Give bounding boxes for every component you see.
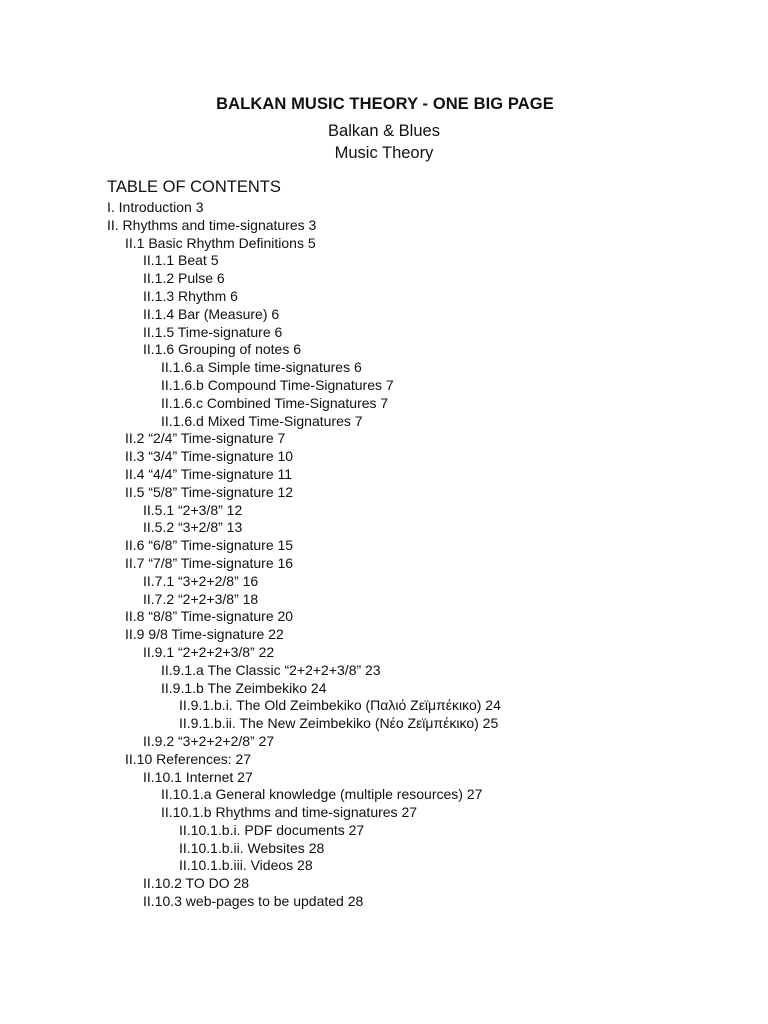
toc-entry[interactable]: II.5.1 “2+3/8” 12 — [143, 501, 243, 518]
subtitle-line-2: Music Theory — [334, 144, 434, 162]
toc-entry[interactable]: II.1.6.d Mixed Time-Signatures 7 — [161, 412, 363, 429]
toc-entry[interactable]: II.8 “8/8” Time-signature 20 — [125, 608, 294, 625]
toc-entry[interactable]: II.10.1.b.iii. Videos 28 — [179, 857, 313, 874]
toc-entry[interactable]: II.3 “3/4” Time-signature 10 — [125, 448, 294, 465]
toc-entry[interactable]: II.9.2 “3+2+2+2/8” 27 — [143, 732, 275, 749]
toc-entry[interactable]: II.7.2 “2+2+3/8” 18 — [143, 590, 259, 607]
toc-entry[interactable]: II.1.6.c Combined Time-Signatures 7 — [161, 394, 389, 411]
toc-entry[interactable]: II.9.1.b The Zeimbekiko 24 — [161, 679, 327, 696]
toc-entry[interactable]: II.1.1 Beat 5 — [143, 252, 219, 269]
toc-entry[interactable]: II.9.1 “2+2+2+3/8” 22 — [143, 643, 275, 660]
toc-entry[interactable]: II.1.6.a Simple time-signatures 6 — [161, 359, 362, 376]
toc-entry[interactable]: II.1 Basic Rhythm Definitions 5 — [125, 234, 316, 251]
toc-entry[interactable]: II.7 “7/8” Time-signature 16 — [125, 554, 294, 571]
toc-entry[interactable]: I. Introduction 3 — [107, 199, 204, 215]
toc-entry[interactable]: II.1.4 Bar (Measure) 6 — [143, 305, 280, 322]
toc-entry[interactable]: II.10.3 web-pages to be updated 28 — [143, 893, 364, 910]
toc-entry[interactable]: II.5 “5/8” Time-signature 12 — [125, 483, 294, 500]
toc-entry[interactable]: II.7.1 “3+2+2/8” 16 — [143, 572, 259, 589]
table-of-contents — [0, 199, 768, 911]
toc-heading: TABLE OF CONTENTS — [107, 178, 281, 196]
toc-entry[interactable]: II.10.1.b.i. PDF documents 27 — [179, 821, 365, 838]
toc-entry[interactable]: II.1.3 Rhythm 6 — [143, 287, 238, 304]
toc-entry[interactable]: II.1.6 Grouping of notes 6 — [143, 341, 301, 358]
toc-entry[interactable]: II.4 “4/4” Time-signature 11 — [125, 465, 293, 482]
toc-entry[interactable]: II.9 9/8 Time-signature 22 — [125, 626, 284, 643]
toc-entry[interactable]: II.10.1.b Rhythms and time-signatures 27 — [161, 804, 418, 821]
subtitle-line-1: Balkan & Blues — [328, 122, 440, 140]
toc-entry[interactable]: II.10.1.a General knowledge (multiple resources) 27 — [161, 786, 483, 803]
toc-entry[interactable]: II.2 “2/4” Time-signature 7 — [125, 430, 286, 447]
toc-entry[interactable]: II.9.1.a The Classic “2+2+2+3/8” 23 — [161, 661, 381, 678]
toc-entry[interactable]: II.10.1 Internet 27 — [143, 768, 253, 785]
toc-entry[interactable]: II.9.1.b.i. The Old Zeimbekiko (Παλιό Ζεϊμπέκικο) 24 — [179, 697, 501, 714]
toc-entry[interactable]: II.10.1.b.ii. Websites 28 — [179, 839, 325, 856]
toc-entry[interactable]: II.5.2 “3+2/8” 13 — [143, 519, 243, 536]
toc-entry[interactable]: II.10.2 TO DO 28 — [143, 875, 250, 892]
toc-entry[interactable]: II.10 References: 27 — [125, 750, 252, 767]
toc-entry[interactable]: II.1.6.b Compound Time-Signatures 7 — [161, 376, 394, 393]
toc-entry[interactable]: II.1.2 Pulse 6 — [143, 270, 225, 287]
toc-entry[interactable]: II.9.1.b.ii. The New Zeimbekiko (Νέο Ζεϊμπέκικο) 25 — [179, 715, 499, 732]
toc-entry[interactable]: II. Rhythms and time-signatures 3 — [107, 216, 317, 233]
toc-entry[interactable]: II.6 “6/8” Time-signature 15 — [125, 537, 294, 554]
document-title: BALKAN MUSIC THEORY - ONE BIG PAGE — [216, 95, 554, 113]
toc-entry[interactable]: II.1.5 Time-signature 6 — [143, 323, 283, 340]
